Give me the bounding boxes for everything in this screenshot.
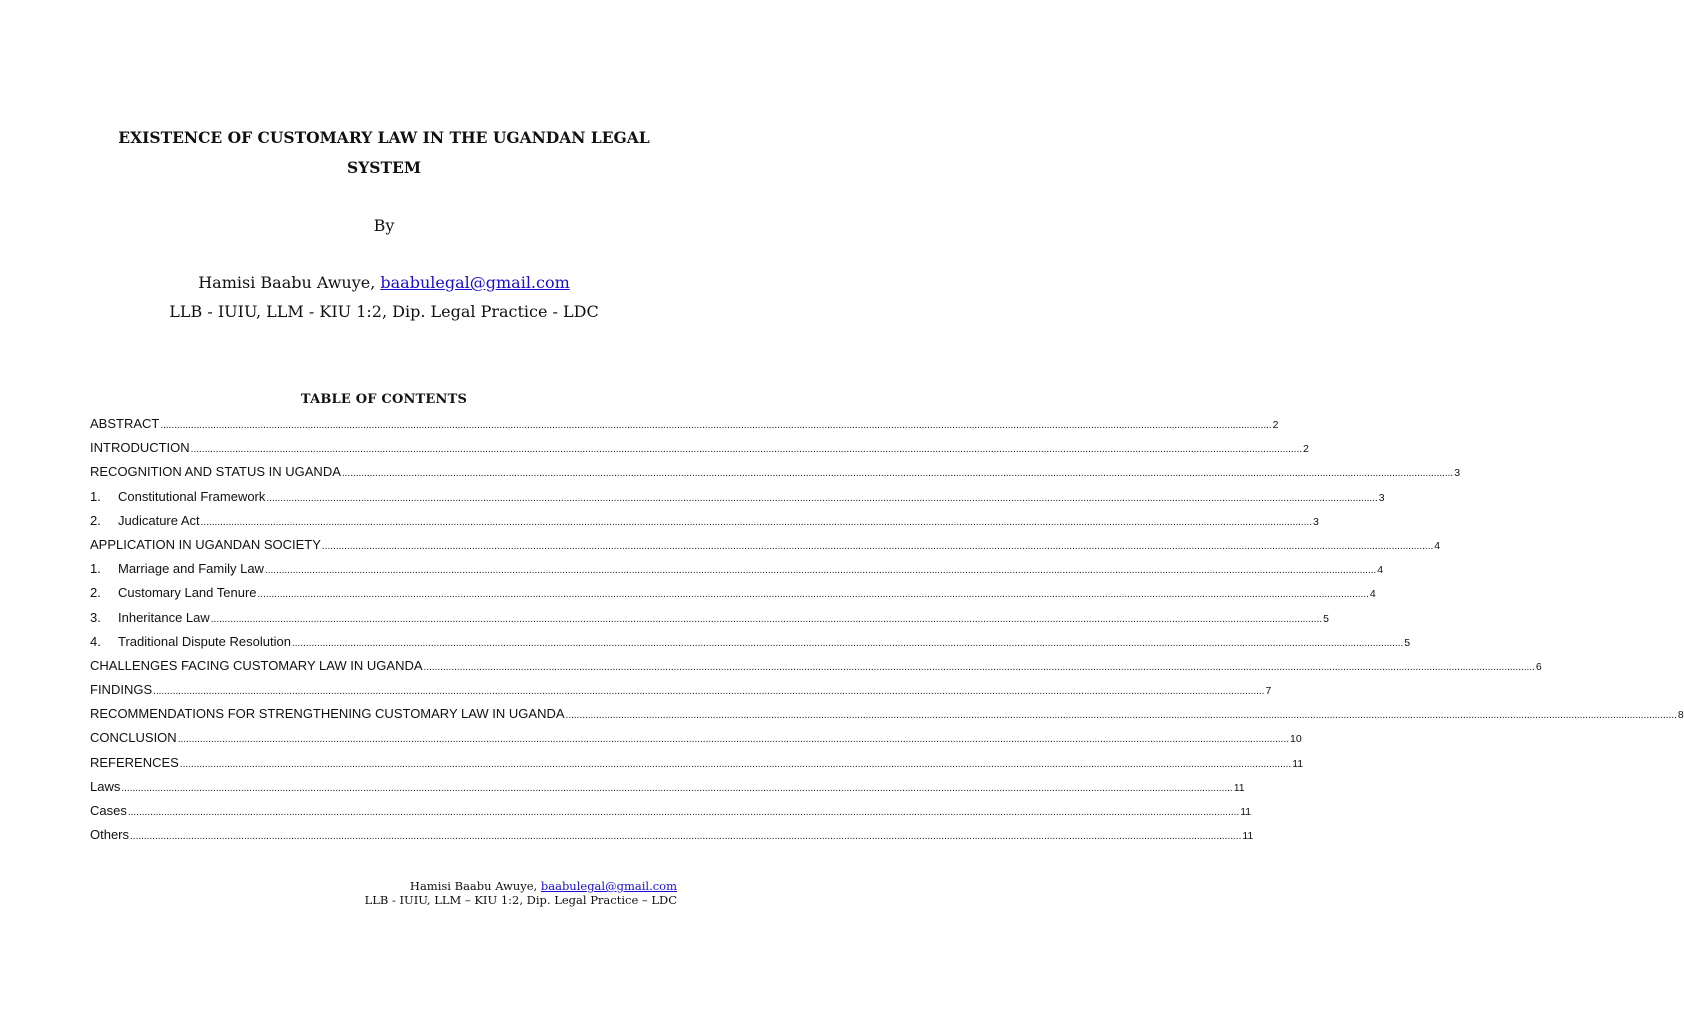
toc-dot-leader: ................................................................................................................................................................................................................................................................................................................................................................................................................ [127,807,1240,818]
toc-entry-label: Cases [90,803,127,818]
toc-entry-number: 2. [90,512,101,528]
footer-author-line [365,879,677,893]
toc-entry-page-number: 3 [1378,491,1385,504]
toc-dot-leader: ................................................................................................................................................................................................................................................................................................................................................................................................................ [565,710,1677,722]
toc-entry-label: INTRODUCTION [90,440,190,456]
toc-entry[interactable] [90,801,1252,825]
toc-entry-page-number: 5 [1323,612,1329,625]
toc-entry-page-number: 6 [1535,660,1542,673]
toc-entry-label: Laws [90,778,121,794]
toc-dot-leader: ................................................................................................................................................................................................................................................................................................................................................................................................................ [321,540,1434,552]
toc-entry[interactable] [90,656,1542,680]
toc-entry-label: CONCLUSION [90,730,177,746]
author-line [0,270,768,296]
page-footer [365,879,677,907]
toc-entry-number: 4. [90,633,101,649]
toc-entry-label: Customary Land Tenure [118,585,257,601]
toc-entry-page-number: 2 [1303,443,1309,456]
toc-entry-label: Inheritance Law [118,609,210,625]
toc-dot-leader: ................................................................................................................................................................................................................................................................................................................................................................................................................ [264,565,1377,577]
toc-entry-label: Others [90,827,130,843]
toc-entry[interactable] [90,704,1684,728]
toc-dot-leader: ................................................................................................................................................................................................................................................................................................................................................................................................................ [266,492,1378,504]
author-credentials: LLB - IUIU, LLM - KIU 1:2, Dip. Legal Practice - LDC [169,302,599,321]
toc-entry[interactable] [90,511,1319,535]
toc-entry-number: 3. [90,609,101,625]
toc-entry-label: FINDINGS [90,682,153,698]
toc-entry[interactable] [90,825,1254,849]
toc-entry[interactable] [90,753,1304,777]
toc-entry[interactable] [90,559,1384,583]
toc-entry-page-number: 5 [1404,636,1411,649]
document-title-line-2: SYSTEM [347,158,421,177]
toc-entry-number: 1. [90,488,101,504]
toc-entry-label: Traditional Dispute Resolution [118,633,291,649]
toc-dot-leader: ................................................................................................................................................................................................................................................................................................................................................................................................................ [291,637,1404,649]
toc-entry[interactable] [90,462,1461,486]
author-name: Hamisi Baabu Awuye, [198,273,381,292]
toc-entry-label: RECOMMENDATIONS FOR STRENGTHENING CUSTOMARY LAW IN UGANDA [90,706,565,722]
toc-entry-page-number: 10 [1290,733,1302,746]
toc-entry-label: ABSTRACT [90,416,160,431]
toc-entry-page-number: 4 [1369,588,1376,601]
toc-entry[interactable] [90,632,1411,656]
toc-entry-page-number: 4 [1377,564,1384,577]
toc-entry-page-number: 11 [1292,757,1304,770]
toc-dot-leader: ................................................................................................................................................................................................................................................................................................................................................................................................................ [423,661,1535,673]
toc-dot-leader: ................................................................................................................................................................................................................................................................................................................................................................................................................ [190,444,1302,456]
toc-dot-leader: ................................................................................................................................................................................................................................................................................................................................................................................................................ [210,613,1323,625]
toc-entry[interactable] [90,583,1376,607]
toc-entry-page-number: 7 [1265,685,1272,698]
toc-dot-leader: ................................................................................................................................................................................................................................................................................................................................................................................................................ [160,420,1272,431]
toc-entry-page-number: 4 [1434,539,1441,552]
footer-author-name: Hamisi Baabu Awuye, [409,879,541,893]
toc-dot-leader: ................................................................................................................................................................................................................................................................................................................................................................................................................ [177,734,1290,746]
toc-dot-leader: ................................................................................................................................................................................................................................................................................................................................................................................................................ [200,516,1312,528]
toc-entry[interactable] [90,608,1329,632]
toc-entry-label: APPLICATION IN UGANDAN SOCIETY [90,536,321,552]
toc-entry-page-number: 3 [1454,467,1461,480]
footer-email-link[interactable]: baabulegal@gmail.com [540,879,677,893]
document-title-line-1: EXISTENCE OF CUSTOMARY LAW IN THE UGANDAN LEGAL [118,128,650,147]
toc-entry-label: REFERENCES [90,754,179,770]
toc-dot-leader: ................................................................................................................................................................................................................................................................................................................................................................................................................ [130,831,1242,843]
footer-credentials: LLB - IUIU, LLM – KIU 1:2, Dip. Legal Practice – LDC [364,893,677,907]
toc-entry-number: 1. [90,561,101,577]
toc-entry[interactable] [90,414,1279,438]
toc-entry-number: 2. [90,585,101,601]
toc-dot-leader: ................................................................................................................................................................................................................................................................................................................................................................................................................ [257,589,1369,601]
toc-dot-leader: ................................................................................................................................................................................................................................................................................................................................................................................................................ [341,468,1454,480]
toc-entry-label: CHALLENGES FACING CUSTOMARY LAW IN UGANDA [90,657,423,673]
toc-entry[interactable] [90,777,1245,801]
toc-dot-leader: ................................................................................................................................................................................................................................................................................................................................................................................................................ [153,686,1265,698]
toc-entry[interactable] [90,535,1441,559]
toc-dot-leader: ................................................................................................................................................................................................................................................................................................................................................................................................................ [179,758,1292,770]
toc-entry-page-number: 2 [1272,419,1279,431]
toc-entry-label: Judicature Act [118,512,200,528]
toc-entry-page-number: 3 [1312,515,1319,528]
toc-entry-page-number: 11 [1242,830,1254,843]
toc-entry-page-number: 11 [1240,806,1252,818]
toc-entry-label: RECOGNITION AND STATUS IN UGANDA [90,464,341,480]
toc-entry-label: Marriage and Family Law [118,561,264,577]
toc-entry[interactable] [90,728,1302,752]
byline: By [373,216,395,235]
toc-entry-label: Constitutional Framework [118,488,266,504]
toc-entry-page-number: 11 [1233,781,1245,794]
toc-entry[interactable] [90,438,1309,462]
toc-heading: TABLE OF CONTENTS [300,392,468,407]
table-of-contents [90,414,1684,849]
toc-dot-leader: ................................................................................................................................................................................................................................................................................................................................................................................................................ [121,782,1233,794]
toc-entry-page-number: 8 [1677,709,1684,722]
author-email-link[interactable]: baabulegal@gmail.com [380,273,570,292]
toc-entry[interactable] [90,680,1272,704]
toc-entry[interactable] [90,487,1385,511]
